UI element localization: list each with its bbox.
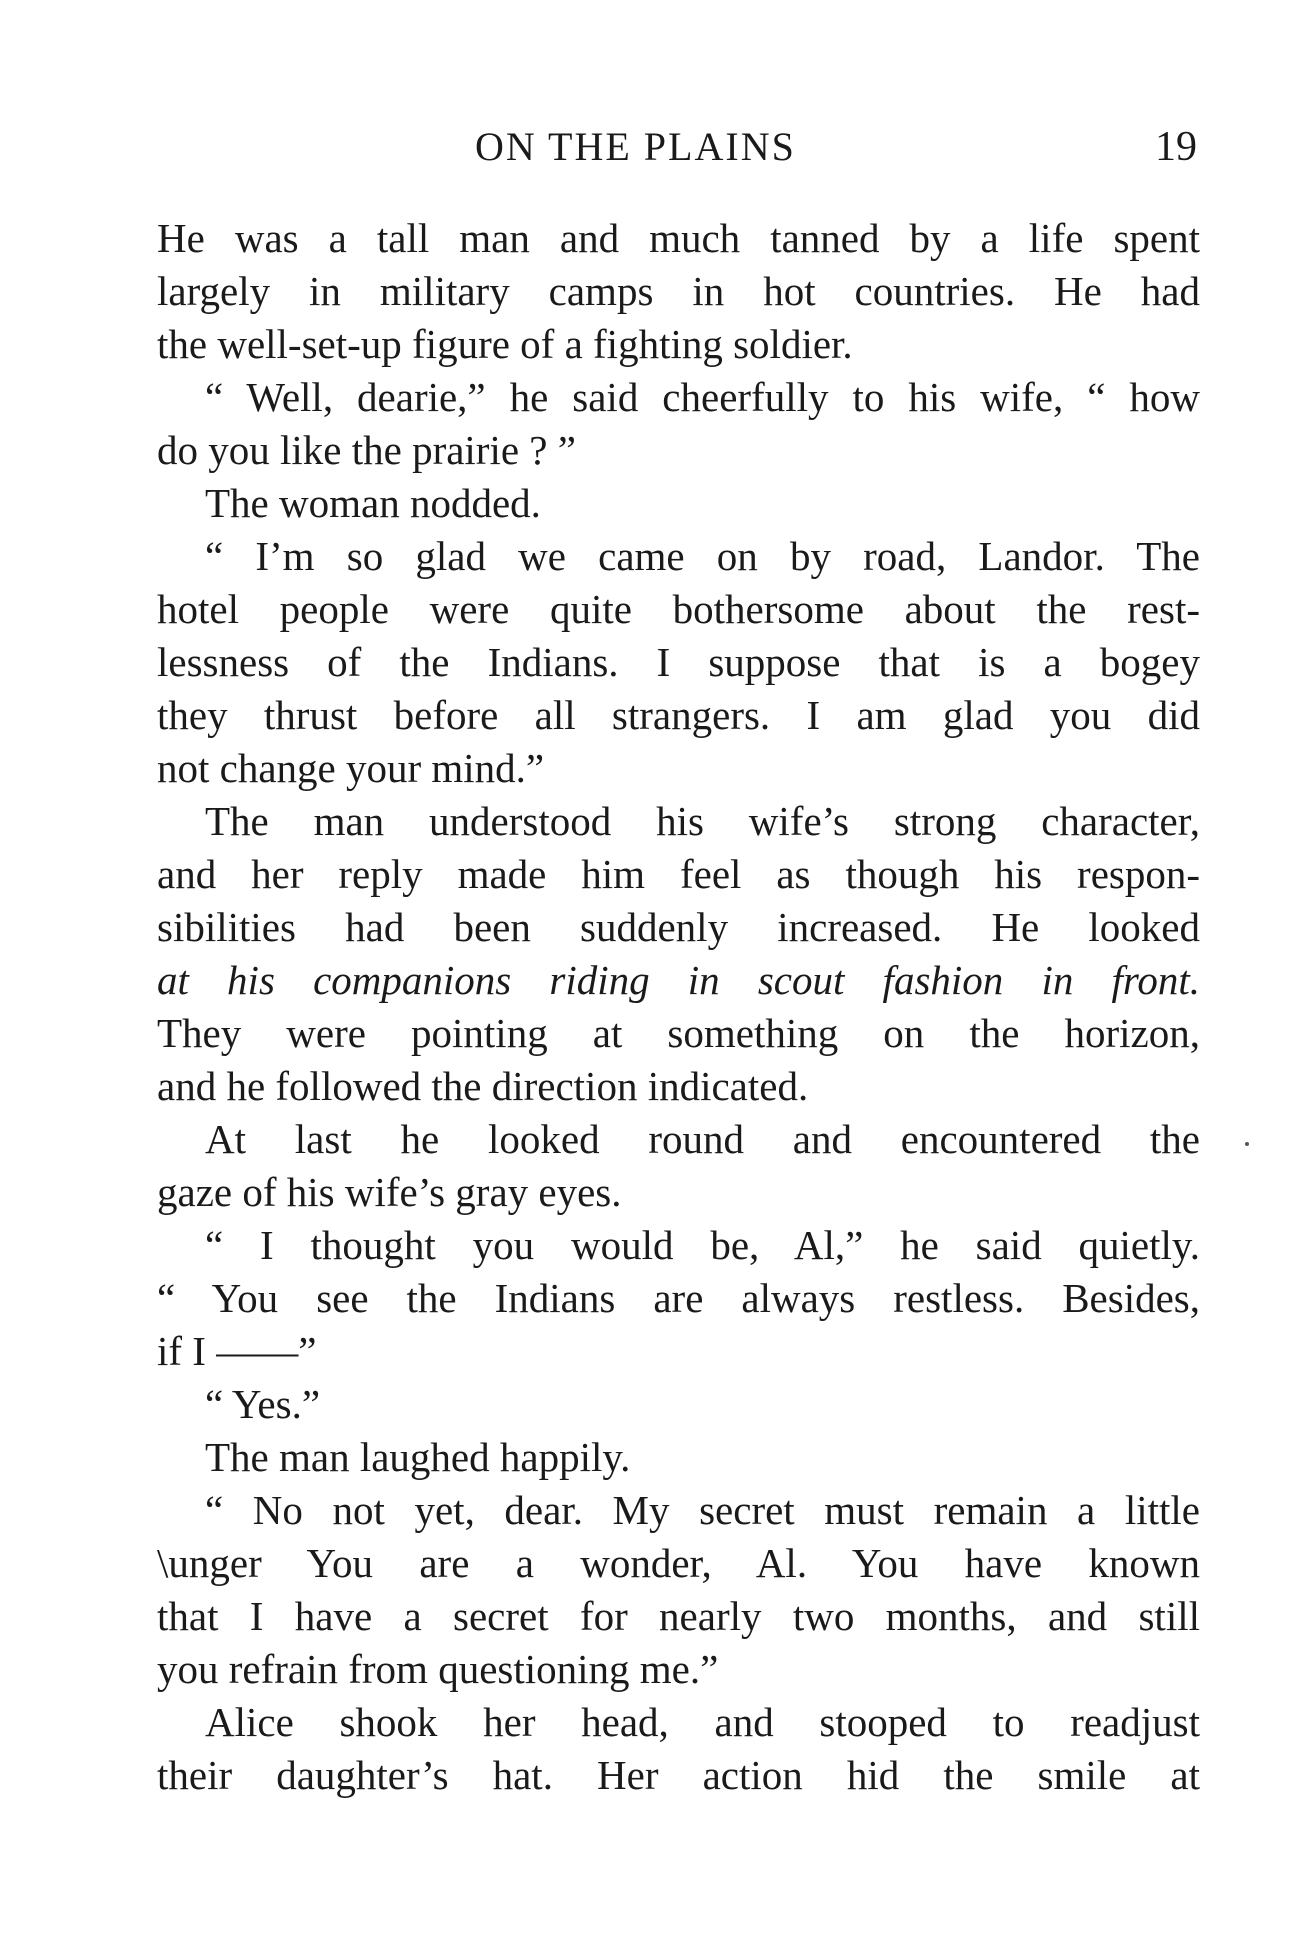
text-line: “ I thought you would be, Al,” he said quietly. — [205, 1222, 1200, 1268]
text-line: The man understood his wife’s strong character, — [205, 798, 1200, 844]
text-line: “ Yes.” — [205, 1381, 321, 1427]
text-line: their daughter’s hat. Her action hid the smile at — [157, 1752, 1200, 1798]
text-line: lessness of the Indians. I suppose that is a bogey — [157, 639, 1200, 685]
text-line: and he followed the direction indicated. — [157, 1063, 809, 1109]
text-line: and her reply made him feel as though his respon- — [157, 851, 1200, 897]
text-line: The woman nodded. — [205, 480, 541, 526]
text-line: The man laughed happily. — [205, 1434, 631, 1480]
text-line: you refrain from questioning me.” — [157, 1646, 719, 1692]
running-title: ON THE PLAINS — [475, 124, 796, 169]
text-line: “ Well, dearie,” he said cheerfully to his wife, “ how — [205, 374, 1200, 420]
text-line: if I ——” — [157, 1328, 317, 1374]
page-number: 19 — [1155, 124, 1197, 170]
text-line: gaze of his wife’s gray eyes. — [157, 1169, 622, 1215]
running-head — [0, 122, 1303, 172]
body-text — [157, 212, 1200, 1802]
text-line: \unger You are a wonder, Al. You have known — [157, 1540, 1200, 1586]
text-line: hotel people were quite bothersome about the rest- — [157, 586, 1200, 632]
text-line: At last he looked round and encountered the — [205, 1116, 1200, 1162]
text-line: They were pointing at something on the horizon, — [157, 1010, 1200, 1056]
print-speck — [1245, 1142, 1249, 1146]
text-line: not change your mind.” — [157, 745, 545, 791]
text-line: Alice shook her head, and stooped to readjust — [205, 1699, 1200, 1745]
text-line: “ You see the Indians are always restless. Besides, — [157, 1275, 1200, 1321]
text-line: at his companions riding in scout fashion in front. — [157, 957, 1200, 1003]
text-line: they thrust before all strangers. I am glad you did — [157, 692, 1200, 738]
text-line: “ No not yet, dear. My secret must remain a little — [205, 1487, 1200, 1533]
text-line: largely in military camps in hot countries. He had — [157, 268, 1200, 314]
text-line: do you like the prairie ? ” — [157, 427, 576, 473]
text-line: that I have a secret for nearly two months, and still — [157, 1593, 1200, 1639]
text-line: sibilities had been suddenly increased. He looked — [157, 904, 1200, 950]
text-line: the well-set-up figure of a fighting soldier. — [157, 321, 853, 367]
text-line: He was a tall man and much tanned by a life spent — [157, 215, 1200, 261]
text-line: “ I’m so glad we came on by road, Landor. The — [205, 533, 1200, 579]
